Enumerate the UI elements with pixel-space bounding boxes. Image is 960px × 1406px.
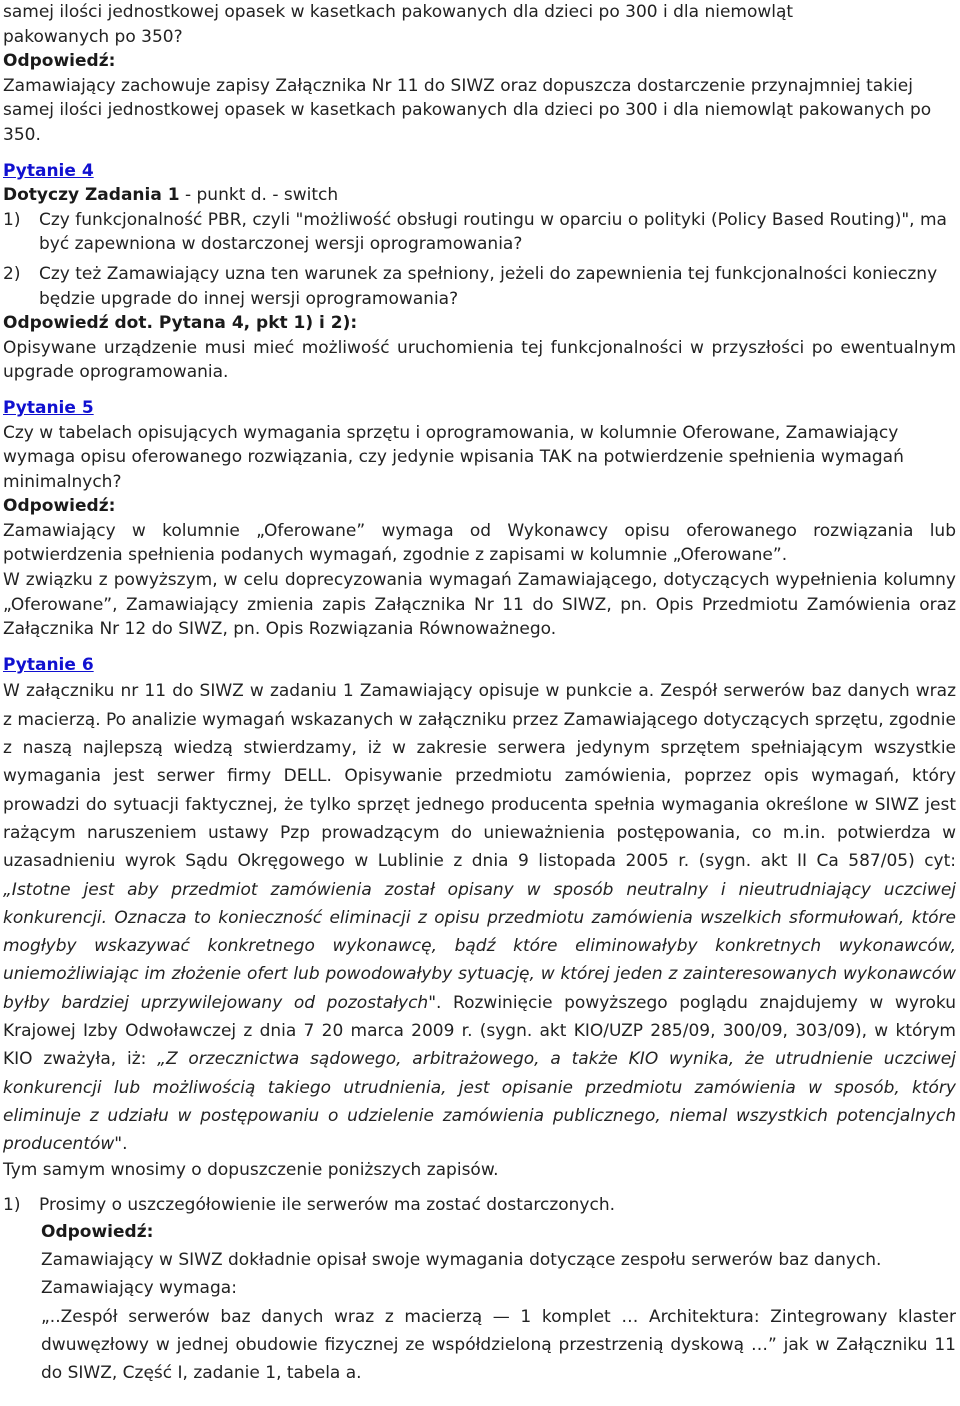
q4-zadanie-rest: - punkt d. - switch [179,185,339,206]
answer-q3: Zamawiający zachowuje zapisy Załącznika Nr 11 do SIWZ oraz dopuszcza dostarczenie przynajmniej takiej samej ilości jednostkowej opasek w kasetkach pakowanych dla dzieci po 300 i dla niemowląt pakowanych po 350. [3,75,932,145]
q6-p1-end2: ". [114,1134,128,1155]
heading-pytanie-6: Pytanie 6 [3,654,94,675]
q5-answer-label: Odpowiedź: [3,496,116,517]
spacer [3,1183,956,1193]
q4-list [3,208,956,311]
q5-answer-p1: Zamawiający w kolumnie „Oferowane” wymaga od Wykonawcy opisu oferowanego rozwiązania lub potwierdzenia spełnienia podanych wymagań, zgodnie z zapisami w kolumnie „Oferowane”. [3,520,956,566]
q6-answer-p1: Zamawiający w SIWZ dokładnie opisał swoje wymagania dotyczące zespołu serwerów baz danych. [41,1249,882,1270]
heading-pytanie-5: Pytanie 5 [3,397,94,418]
q6-quote-2: „Z orzecznictwa sądowego, arbitrażowego, a także KIO wynika, że utrudnienie uczciwej konkurencji lub możliwością takiego utrudnienia, jest opisanie przedmiotu zamówienia w sposób, który eliminuje z udziału w postępowaniu o udzielenie zamówienia publicznego, niemal wszystkich potencjalnych producentów [3,1049,956,1155]
list-item [3,262,956,311]
list-item [3,1193,956,1218]
q6-answer-p2: Zamawiający wymaga: [41,1278,237,1299]
list-item [3,208,956,257]
q6-p1-end: ". Rozwinięcie powyższego poglądu znajdujemy w wyroku Krajowej Izby Odwoławczej z dnia 7 20 marca 2009 r. (sygn. akt KIO/UZP 285/09, 300/09, 303/09), w którym KIO zważyła, iż: [3,992,956,1070]
q6-paragraph-1 [3,677,956,1158]
q4-answer-ref: Pytana 4, pkt 1) i 2): [152,313,358,334]
q6-p1-a: W załączniku nr 11 do SIWZ w zadaniu 1 Zamawiający opisuje w punkcie a. Zespół serwerów baz danych wraz z macierzą. Po analizie wymagań wskazanych w załączniku przez Zamawiającego dotyczących sprzętu, zgodnie z naszą najlepszą wiedzą stwierdzamy, iż w zakresie serwera jedynym sprzętem spełniającym wszystkie wymagania jest serwer firmy DELL. Opisywanie przedmiotu zamówienia, poprzez opis wymagań, który prowadzi do sytuacji faktycznej, że tylko sprzęt jednego producenta spełnia wymagania określone w SIWZ jest rażącym naruszeniem ustawy Pzp prowadzącym do unieważnienia postępowania, co m.in. potwierdza w uzasadnieniu wyrok Sądu Okręgowego w Lublinie z dnia 9 listopada 2005 r. (sygn. akt II Ca 587/05) cyt: [3,681,956,872]
list-item-number: 1) [3,209,21,230]
list-item-text: Prosimy o uszczegółowienie ile serwerów ma zostać dostarczonych. [39,1195,616,1216]
list-item-number: 1) [3,1195,21,1216]
q6-answer-p3: „..Zespół serwerów baz danych wraz z macierzą — 1 komplet … Architektura: Zintegrowany klaster dwuwęzłowy w jednej obudowie fizycznej ze współdzieloną przestrzenią dyskową …” jak w Załączniku 11 do SIWZ, Część I, zadanie 1, tabela a. [41,1306,956,1384]
q5-answer-p2: W związku z powyższym, w celu doprecyzowania wymagań Zamawiającego, dotyczących wypełnienia kolumny „Oferowane”, Zamawiający zmienia zapis Załącznika Nr 11 do SIWZ, pn. Opis Przedmiotu Zamówienia oraz Załącznika Nr 12 do SIWZ, pn. Opis Rozwiązania Równoważnego. [3,570,956,640]
q4-answer-heading [3,311,956,336]
intro-line-1: samej ilości jednostkowej opasek w kasetkach pakowanych dla dzieci po 300 i dla niemowląt [3,2,794,22]
intro-line-2: pakowanych po 350? [3,26,183,47]
heading-pytanie-4: Pytanie 4 [3,160,94,181]
q4-answer: Opisywane urządzenie musi mieć możliwość uruchomienia tej funkcjonalności w przyszłości po ewentualnym upgrade oprogramowania. [3,337,956,383]
list-item-text: Czy funkcjonalność PBR, czyli "możliwość obsługi routingu w oparciu o polityki (Policy Based Routing)", ma być zapewniona w dostarczonej wersji oprogramowania? [39,209,947,255]
q4-answer-label: Odpowiedź dot. [3,313,153,334]
answer-label-q3: Odpowiedź: [3,51,116,72]
list-item-text: Czy też Zamawiający uzna ten warunek za spełniony, jeżeli do zapewnienia tej funkcjonalności konieczny będzie upgrade do innej wersji oprogramowania? [39,263,938,309]
q4-zadanie [3,183,956,208]
q5-question: Czy w tabelach opisujących wymagania sprzętu i oprogramowania, w kolumnie Oferowane, Zamawiający wymaga opisu oferowanego rozwiązania, czy jedynie wpisania TAK na potwierdzenie spełnienia wymagań minimalnych? [3,422,904,492]
q4-zadanie-bold: Dotyczy Zadania 1 [3,185,180,206]
list-item-number: 2) [3,263,21,284]
q6-answer-block [3,1218,956,1388]
q6-quote-1: „Istotne jest aby przedmiot zamówienia został opisany w sposób neutralny i nieutrudniający uczciwej konkurencji. Oznacza to konieczność eliminacji z opisu przedmiotu zamówienia wszelkich sformułowań, które mogłyby wskazywać konkretnego wykonawcę, bądź które eliminowałyby konkretnych wykonawców, uniemożliwiając im złożenie ofert lub powodowałyby sytuację, w której jeden z zainteresowanych wykonawców byłby bardziej uprzywilejowany od pozostałych [3,879,956,1013]
q6-paragraph-2: Tym samym wnosimy o dopuszczenie poniższych zapisów. [3,1160,499,1181]
q6-answer-label: Odpowiedź: [41,1221,154,1242]
q6-list [3,1193,956,1218]
